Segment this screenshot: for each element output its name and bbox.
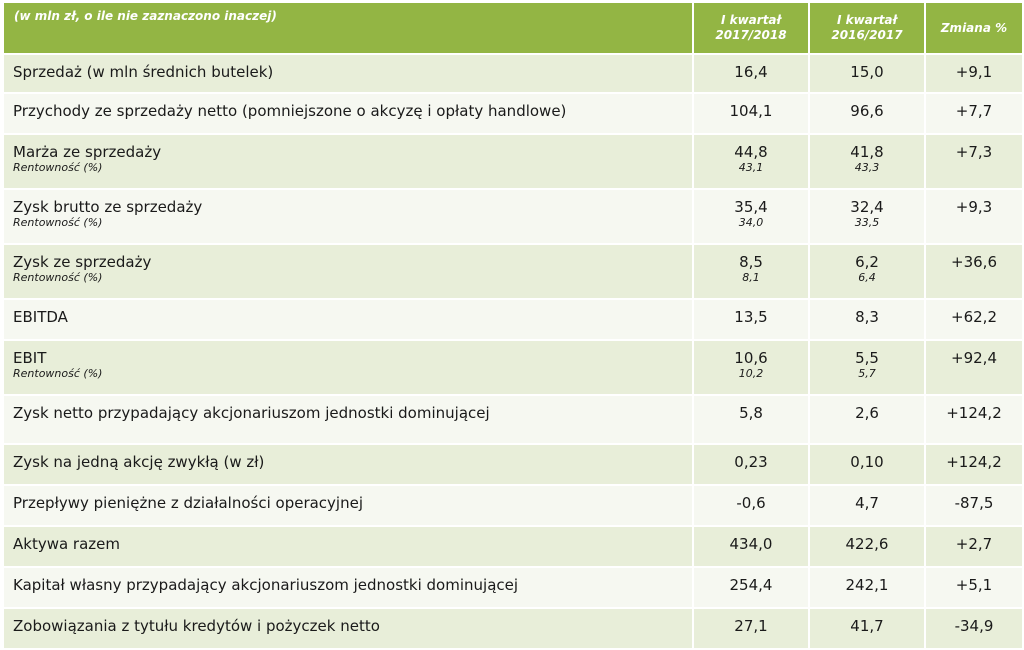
value-current: 104,1 — [693, 93, 809, 134]
value-current-cell — [693, 244, 809, 299]
value-current: -0,6 — [693, 485, 809, 526]
value-current: 44,8 — [734, 143, 768, 161]
value-previous-cell — [809, 244, 925, 299]
value-previous: 6,2 — [855, 253, 879, 271]
header-period-previous-line2: 2016/2017 — [831, 28, 903, 42]
value-previous: 15,0 — [809, 54, 925, 93]
value-change: +92,4 — [925, 340, 1023, 395]
value-current: 8,5 — [739, 253, 763, 271]
value-previous-cell — [809, 189, 925, 244]
row-label: Przepływy pieniężne z działalności operacyjnej — [3, 485, 693, 526]
table-row — [3, 340, 1023, 395]
value-previous: 32,4 — [850, 198, 884, 216]
table-row — [3, 54, 1023, 93]
row-label: Zysk netto przypadający akcjonariuszom jednostki dominującej — [3, 395, 693, 444]
table-row — [3, 444, 1023, 485]
value-previous: 96,6 — [809, 93, 925, 134]
row-label-cell — [3, 189, 693, 244]
value-current-cell — [693, 134, 809, 189]
row-label: Zysk brutto ze sprzedaży — [13, 198, 203, 216]
table-row — [3, 93, 1023, 134]
table-row — [3, 189, 1023, 244]
value-previous-cell — [809, 340, 925, 395]
value-change: +5,1 — [925, 567, 1023, 608]
value-current-sub: 34,0 — [738, 216, 764, 229]
header-change: Zmiana % — [925, 2, 1023, 54]
value-change: +124,2 — [925, 444, 1023, 485]
value-current: 10,6 — [734, 349, 768, 367]
header-period-previous — [809, 2, 925, 54]
value-current: 13,5 — [693, 299, 809, 340]
row-label-cell — [3, 134, 693, 189]
table-row — [3, 608, 1023, 649]
header-period-current-line2: 2017/2018 — [715, 28, 787, 42]
value-previous: 41,7 — [809, 608, 925, 649]
value-previous: 5,5 — [855, 349, 879, 367]
value-previous-sub: 5,7 — [858, 367, 876, 380]
value-change: -87,5 — [925, 485, 1023, 526]
value-previous: 4,7 — [809, 485, 925, 526]
row-label: Kapitał własny przypadający akcjonariuszom jednostki dominującej — [3, 567, 693, 608]
value-current-cell — [693, 340, 809, 395]
row-label: Marża ze sprzedaży — [13, 143, 162, 161]
value-current-cell — [693, 189, 809, 244]
row-label: Aktywa razem — [3, 526, 693, 567]
value-previous: 2,6 — [809, 395, 925, 444]
value-previous-sub: 6,4 — [858, 271, 876, 284]
row-label-cell — [3, 244, 693, 299]
value-change: -34,9 — [925, 608, 1023, 649]
value-current: 254,4 — [693, 567, 809, 608]
value-change: +9,3 — [925, 189, 1023, 244]
table-row — [3, 526, 1023, 567]
row-label-cell — [3, 340, 693, 395]
table-row — [3, 299, 1023, 340]
value-previous-sub: 43,3 — [854, 161, 880, 174]
financial-results-table — [2, 1, 1024, 650]
header-period-current — [693, 2, 809, 54]
value-previous: 242,1 — [809, 567, 925, 608]
table-header — [3, 2, 1023, 54]
row-sublabel: Rentowność (%) — [13, 216, 103, 229]
value-current: 27,1 — [693, 608, 809, 649]
value-current: 5,8 — [693, 395, 809, 444]
financial-table-container — [2, 1, 1022, 635]
value-previous-cell — [809, 134, 925, 189]
value-change: +62,2 — [925, 299, 1023, 340]
row-sublabel: Rentowność (%) — [13, 271, 103, 284]
table-row — [3, 134, 1023, 189]
table-row — [3, 485, 1023, 526]
value-current: 434,0 — [693, 526, 809, 567]
value-current: 0,23 — [693, 444, 809, 485]
table-row — [3, 395, 1023, 444]
value-previous: 422,6 — [809, 526, 925, 567]
row-label: Sprzedaż (w mln średnich butelek) — [3, 54, 693, 93]
table-row — [3, 244, 1023, 299]
value-change: +7,7 — [925, 93, 1023, 134]
value-current-sub: 8,1 — [742, 271, 760, 284]
value-change: +7,3 — [925, 134, 1023, 189]
value-change: +9,1 — [925, 54, 1023, 93]
value-current-sub: 43,1 — [738, 161, 764, 174]
value-current-sub: 10,2 — [738, 367, 764, 380]
row-label: EBIT — [13, 349, 47, 367]
value-change: +36,6 — [925, 244, 1023, 299]
value-previous: 41,8 — [850, 143, 884, 161]
value-previous: 8,3 — [809, 299, 925, 340]
header-period-current-line1: I kwartał — [720, 13, 782, 27]
value-previous-sub: 33,5 — [854, 216, 880, 229]
row-label: Zobowiązania z tytułu kredytów i pożyczek netto — [3, 608, 693, 649]
row-label: EBITDA — [3, 299, 693, 340]
value-previous: 0,10 — [809, 444, 925, 485]
row-label: Przychody ze sprzedaży netto (pomniejszone o akcyzę i opłaty handlowe) — [3, 93, 693, 134]
value-current: 35,4 — [734, 198, 768, 216]
row-label: Zysk na jedną akcję zwykłą (w zł) — [3, 444, 693, 485]
row-sublabel: Rentowność (%) — [13, 367, 103, 380]
header-note: (w mln zł, o ile nie zaznaczono inaczej) — [3, 2, 693, 54]
header-period-previous-line1: I kwartał — [836, 13, 898, 27]
row-label: Zysk ze sprzedaży — [13, 253, 152, 271]
row-sublabel: Rentowność (%) — [13, 161, 103, 174]
value-change: +124,2 — [925, 395, 1023, 444]
value-change: +2,7 — [925, 526, 1023, 567]
value-current: 16,4 — [693, 54, 809, 93]
table-row — [3, 567, 1023, 608]
